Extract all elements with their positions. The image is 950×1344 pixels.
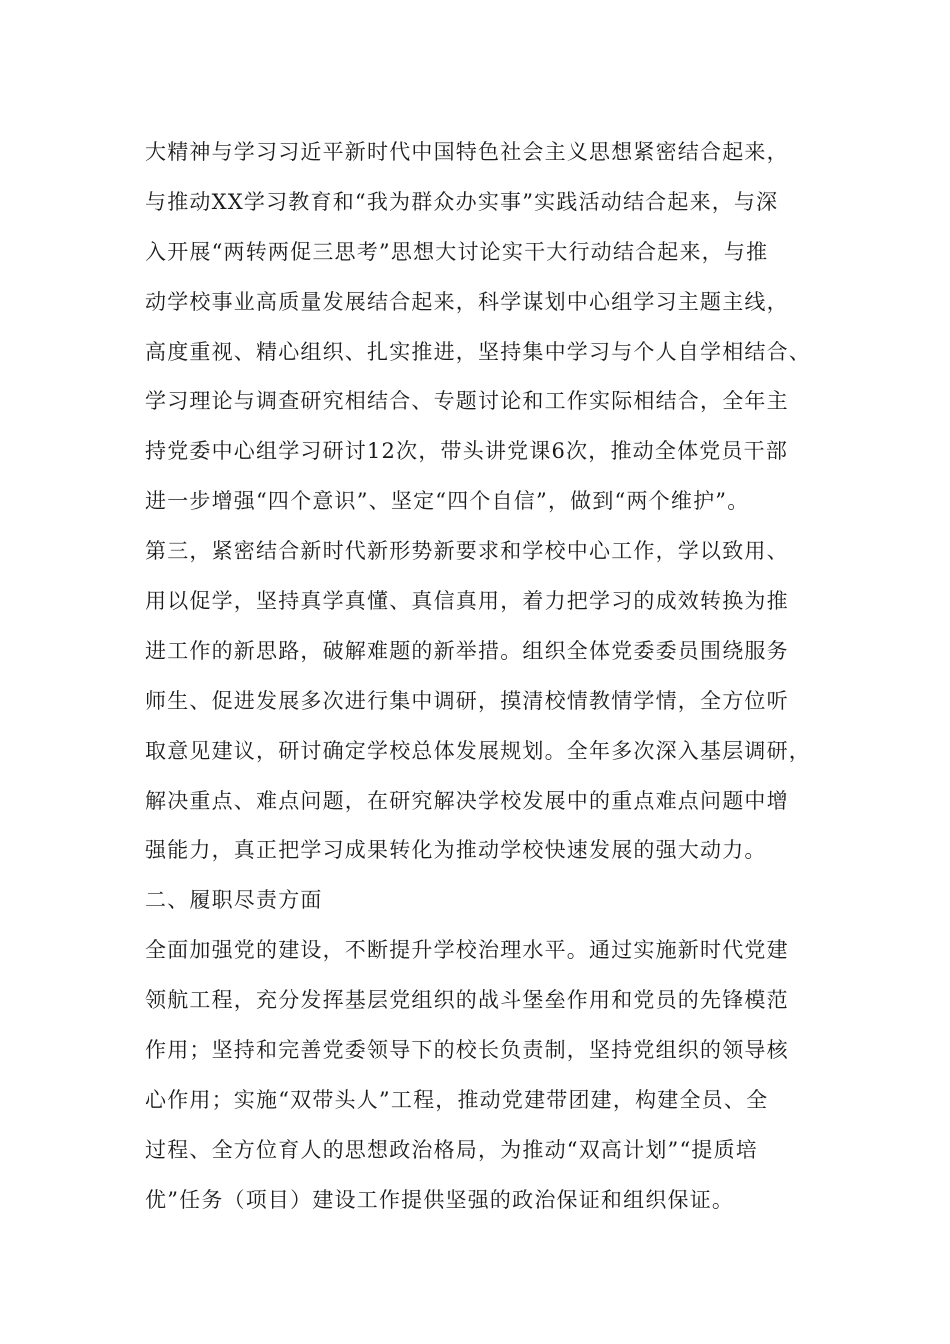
- text-line: 持党委中心组学习研讨12次，带头讲党课6次，推动全体党员干部: [145, 439, 789, 464]
- text-line: 领航工程，充分发挥基层党组织的战斗堡垒作用和党员的先锋模范: [145, 988, 789, 1013]
- text-line: 用以促学，坚持真学真懂、真信真用，着力把学习的成效转换为推: [145, 589, 789, 614]
- text-line: 第三，紧密结合新时代新形势新要求和学校中心工作，学以致用、: [145, 539, 789, 564]
- text-line: 进一步增强“四个意识”、坚定“四个自信”，做到“两个维护”。: [145, 489, 750, 514]
- section-heading: 二、履职尽责方面: [145, 888, 323, 913]
- text-line: 解决重点、难点问题，在研究解决学校发展中的重点难点问题中增: [145, 788, 789, 813]
- text-line: 高度重视、精心组织、扎实推进，坚持集中学习与个人自学相结合、: [145, 339, 811, 364]
- text-line: 学习理论与调查研究相结合、专题讨论和工作实际相结合，全年主: [145, 389, 789, 414]
- document-body: [145, 128, 835, 1226]
- text-line: 优”任务（项目）建设工作提供坚强的政治保证和组织保证。: [145, 1187, 735, 1212]
- text-line: 过程、全方位育人的思想政治格局，为推动“双高计划”“提质培: [145, 1137, 759, 1162]
- text-line: 取意见建议，研讨确定学校总体发展规划。全年多次深入基层调研，: [145, 738, 811, 763]
- text-line: 进工作的新思路，破解难题的新举措。组织全体党委委员围绕服务: [145, 638, 789, 663]
- text-line: 全面加强党的建设，不断提升学校治理水平。通过实施新时代党建: [145, 938, 789, 963]
- text-line: 师生、促进发展多次进行集中调研，摸清校情教情学情，全方位听: [145, 688, 789, 713]
- text-line: 入开展“两转两促三思考”思想大讨论实干大行动结合起来，与推: [145, 239, 769, 264]
- text-line: 作用；坚持和完善党委领导下的校长负责制，坚持党组织的领导核: [145, 1038, 789, 1063]
- text-line: 动学校事业高质量发展结合起来，科学谋划中心组学习主题主线，: [145, 289, 789, 314]
- text-line: 心作用；实施“双带头人”工程，推动党建带团建，构建全员、全: [145, 1087, 769, 1112]
- text-line: 大精神与学习习近平新时代中国特色社会主义思想紧密结合起来，: [145, 140, 789, 164]
- text-line: 与推动XX学习教育和“我为群众办实事”实践活动结合起来，与深: [145, 189, 779, 214]
- text-line: 强能力，真正把学习成果转化为推动学校快速发展的强大动力。: [145, 838, 767, 863]
